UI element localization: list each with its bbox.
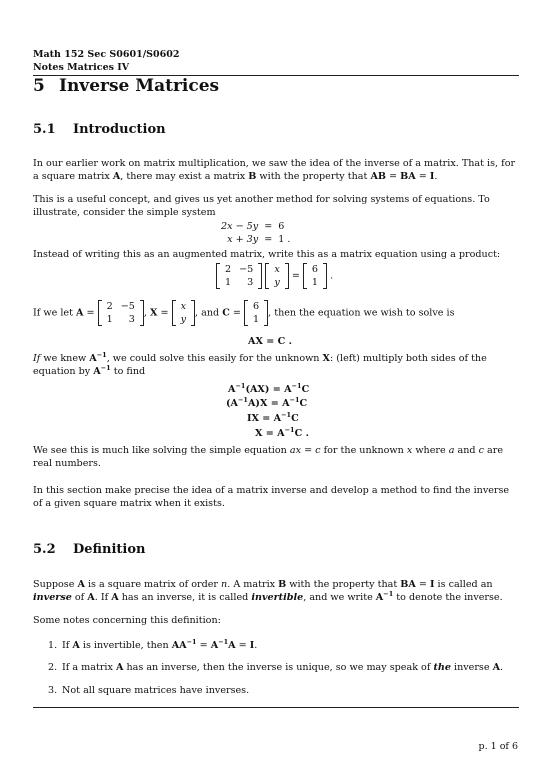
list-item: 1. If A is invertible, then $AA^{-1} = A^{-1}A = I$. [48,638,258,651]
matrix-c: 6 1 [303,263,327,289]
intro-paragraph-1: In our earlier work on matrix multiplication, we saw the idea of the inverse of a matrix. That is, for a square matrix A, there may exist a matrix B with the property that AB = BA = I. [33,158,516,182]
equation-ax-c: AX = C . [248,336,292,347]
header-notes: Notes Matrices IV [33,61,130,73]
solution-step-4: $X = A^{-1}C$ . [255,426,309,439]
list-item: 2. If a matrix A has an inverse, then the inverse is unique, so we may speak of the inverse A. [48,662,504,673]
header-course: Math 152 Sec S0601/S0602 [33,49,180,60]
if-we-knew-paragraph: If we knew $A^{-1}$, we could solve this easily for the unknown X: (left) multiply both sides of the equation by $A^{-1}$ to find [33,351,487,377]
solution-step-3: IX = $A^{-1}C$ [247,411,299,424]
analogy-paragraph: We see this is much like solving the simple equation ax = c for the unknown x where a and c are real numbers. [33,445,504,469]
subsection-introduction: 5.1 Introduction [33,122,166,137]
page-number: p. 1 of 6 [478,741,518,752]
section-title: 5 Inverse Matrices [33,76,220,96]
intro-paragraph-2: This is a useful concept, and gives us yet another method for solving systems of equations. To illustrate, consider the simple system [33,194,490,218]
equation-system: 2x − 5y = 6 x + 3y = 1 . [221,221,291,245]
section-purpose-paragraph: In this section make precise the idea of a matrix inverse and develop a method to find the inverse of a given square matrix when it exists. [33,485,510,509]
running-header [33,49,179,74]
subsection-definition: 5.2 Definition [33,542,146,557]
solution-step-1: $A^{-1}(AX) = A^{-1}C$ [228,382,310,395]
matrix-a: 2 −5 1 3 [216,263,262,289]
intro-paragraph-3: Instead of writing this as an augmented matrix, write this as a matrix equation using a product: [33,249,501,260]
let-definitions: If we let A = 2 −5 1 3 , X = x y , and C = 6 1 , then the equation we wish to solve is [33,301,455,325]
definition-paragraph: Suppose A is a square matrix of order n. A matrix B with the property that BA = I is called an inverse of A. If A has an inverse, it is called invertible, and we write $A^{-1}$ to denote the inverse. [33,579,503,603]
list-item: 3. Not all square matrices have inverses. [48,685,250,696]
solution-step-2: $(A^{-1}A)X = A^{-1}C$ [226,396,308,409]
footer-rule [33,707,519,708]
matrix-x: x y [265,263,288,289]
matrix-equation: 2 −5 1 3 x y = 6 1 . [216,263,333,289]
notes-intro: Some notes concerning this definition: [33,615,221,626]
